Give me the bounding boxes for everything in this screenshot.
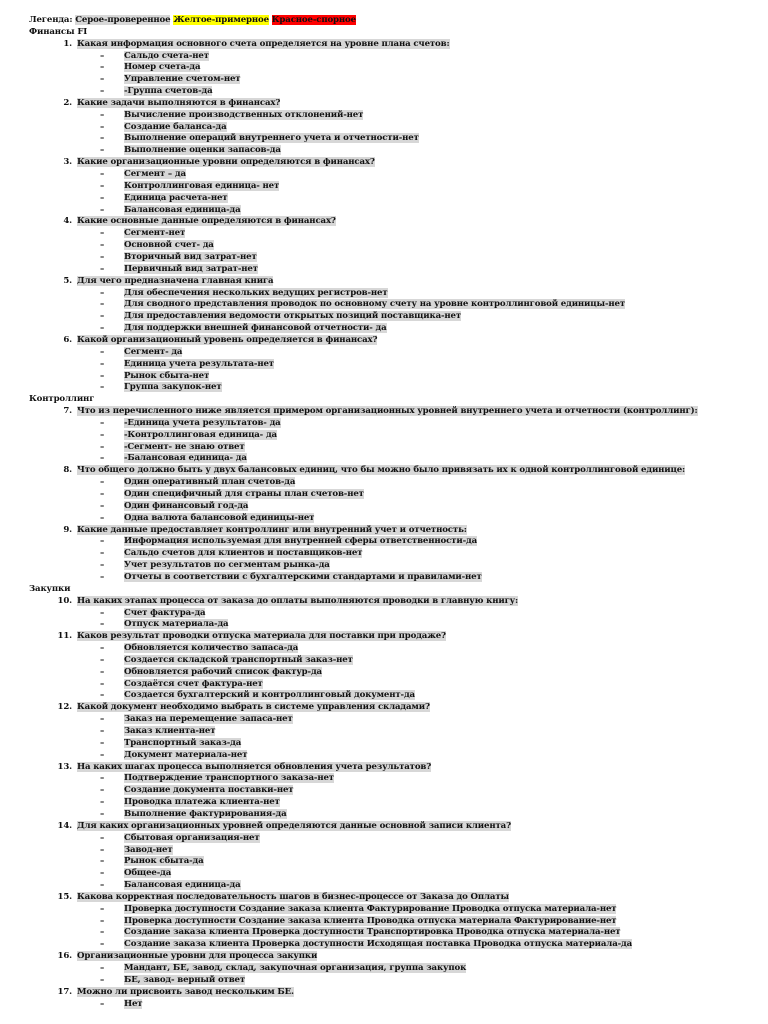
question-label: Какие организационные уровни определяются в финансах?	[77, 157, 375, 167]
answer-item	[124, 856, 204, 867]
answer-item	[124, 904, 616, 915]
bullet-dash: –	[100, 536, 105, 546]
section-heading	[29, 394, 94, 405]
bullet-dash: –	[100, 548, 105, 558]
question-label: Какие данные предоставляет контроллинг или внутренний учет и отчетность:	[77, 525, 467, 535]
answer-item	[124, 442, 245, 453]
answer-text: -Контроллинговая единица- да	[124, 430, 277, 440]
answer-item	[124, 845, 173, 856]
question-text	[77, 596, 518, 607]
bullet-dash: –	[100, 963, 105, 973]
question-number	[52, 39, 72, 50]
bullet-dash: –	[100, 311, 105, 321]
answer-item	[124, 418, 281, 429]
question-number	[52, 406, 72, 417]
bullet-dash: –	[100, 856, 105, 866]
answer-text: Рынок сбыта-нет	[124, 371, 210, 381]
answer-item	[124, 62, 200, 73]
bullet-dash: –	[100, 323, 105, 333]
bullet-dash: –	[100, 679, 105, 689]
question-number-text: 1.	[63, 39, 72, 49]
legend-row	[29, 15, 356, 26]
answer-text: Заказ на перемещение запаса-нет	[124, 714, 293, 724]
question-label: Какой документ необходимо выбрать в системе управления складами?	[77, 702, 430, 712]
bullet-dash: –	[100, 655, 105, 665]
answer-text: Обновляется количество запаса-да	[124, 643, 299, 653]
answer-item	[124, 679, 263, 690]
bullet-dash: –	[100, 288, 105, 298]
section-title: Закупки	[29, 584, 71, 594]
answer-item	[124, 110, 363, 121]
bullet-dash: –	[100, 74, 105, 84]
answer-text: Выполнение фактурирования-да	[124, 809, 287, 819]
question-label: Организационные уровни для процесса закупки	[77, 951, 318, 961]
answer-text: Сегмент- да	[124, 347, 183, 357]
answer-text: Заказ клиента-нет	[124, 726, 216, 736]
answer-item	[124, 939, 632, 950]
answer-item	[124, 536, 477, 547]
bullet-dash: –	[100, 643, 105, 653]
question-label: Какие задачи выполняются в финансах?	[77, 98, 281, 108]
question-text	[77, 216, 336, 227]
answer-item	[124, 643, 298, 654]
answer-text: Для обеспечения нескольких ведущих регистров-нет	[124, 288, 388, 298]
answer-item	[124, 726, 215, 737]
answer-item	[124, 916, 616, 927]
answer-text: Для сводного представления проводок по основному счету на уровне контроллинговой единицы-нет	[124, 299, 625, 309]
question-number-text: 12.	[57, 702, 72, 712]
bullet-dash: –	[100, 927, 105, 937]
answer-item	[124, 86, 212, 97]
bullet-dash: –	[100, 939, 105, 949]
answer-text: Сбытовая организация-нет	[124, 833, 260, 843]
question-text	[77, 335, 377, 346]
answer-item	[124, 975, 245, 986]
bullet-dash: –	[100, 833, 105, 843]
bullet-dash: –	[100, 868, 105, 878]
question-text	[77, 406, 698, 417]
answer-text: Балансовая единица-да	[124, 205, 241, 215]
answer-text: Сегмент-нет	[124, 228, 186, 238]
answer-text: -Балансовая единица- да	[124, 453, 247, 463]
bullet-dash: –	[100, 51, 105, 61]
question-number	[52, 335, 72, 346]
answer-item	[124, 347, 182, 358]
answer-text: Номер счета-да	[124, 62, 201, 72]
answer-item	[124, 489, 364, 500]
bullet-dash: –	[100, 572, 105, 582]
bullet-dash: –	[100, 110, 105, 120]
answer-text: Создание баланса-да	[124, 122, 227, 132]
answer-text: Сальдо счета-нет	[124, 51, 209, 61]
answer-item	[124, 430, 277, 441]
question-number	[52, 762, 72, 773]
answer-text: Обновляется рабочий список фактур-да	[124, 667, 322, 677]
answer-text: Один оперативный план счетов-да	[124, 477, 296, 487]
answer-text: Один специфичный для страны план счетов-нет	[124, 489, 364, 499]
bullet-dash: –	[100, 382, 105, 392]
bullet-dash: –	[100, 240, 105, 250]
bullet-dash: –	[100, 299, 105, 309]
legend-gray: Серое-проверенное	[75, 15, 171, 25]
answer-item	[124, 513, 314, 524]
bullet-dash: –	[100, 916, 105, 926]
question-number-text: 13.	[57, 762, 72, 772]
answer-item	[124, 999, 142, 1010]
answer-item	[124, 122, 227, 133]
answer-item	[124, 453, 247, 464]
answer-text: БЕ, завод- верный ответ	[124, 975, 246, 985]
bullet-dash: –	[100, 880, 105, 890]
answer-text: Контроллинговая единица- нет	[124, 181, 280, 191]
answer-item	[124, 205, 241, 216]
question-label: Для каких организационных уровней определяются данные основной записи клиента?	[77, 821, 511, 831]
question-number-text: 2.	[63, 98, 72, 108]
answer-item	[124, 785, 293, 796]
answer-text: Создание заказа клиента Проверка доступности Исходящая поставка Проводка отпуска материала-да	[124, 939, 633, 949]
answer-item	[124, 548, 362, 559]
question-number	[52, 98, 72, 109]
bullet-dash: –	[100, 489, 105, 499]
bullet-dash: –	[100, 145, 105, 155]
question-number-text: 11.	[57, 631, 72, 641]
section-title: Финансы FI	[29, 27, 88, 37]
bullet-dash: –	[100, 477, 105, 487]
question-text	[77, 157, 375, 168]
question-label: Какова корректная последовательность шагов в бизнес-процессе от Заказа до Оплаты	[77, 892, 509, 902]
bullet-dash: –	[100, 785, 105, 795]
question-number	[52, 216, 72, 227]
bullet-dash: –	[100, 975, 105, 985]
answer-text: Вычисление производственных отклонений-нет	[124, 110, 364, 120]
answer-item	[124, 382, 222, 393]
bullet-dash: –	[100, 193, 105, 203]
answer-item	[124, 572, 482, 583]
answer-text: -Единица учета результатов- да	[124, 418, 281, 428]
answer-item	[124, 371, 209, 382]
answer-item	[124, 738, 241, 749]
bullet-dash: –	[100, 264, 105, 274]
answer-item	[124, 714, 293, 725]
answer-item	[124, 240, 214, 251]
answer-item	[124, 501, 248, 512]
bullet-dash: –	[100, 904, 105, 914]
bullet-dash: –	[100, 797, 105, 807]
bullet-dash: –	[100, 809, 105, 819]
bullet-dash: –	[100, 690, 105, 700]
answer-item	[124, 477, 295, 488]
question-number	[52, 596, 72, 607]
bullet-dash: –	[100, 62, 105, 72]
answer-item	[124, 311, 461, 322]
answer-text: Создаётся счет фактура-нет	[124, 679, 263, 689]
legend-label: Легенда:	[29, 15, 73, 25]
answer-item	[124, 252, 257, 263]
question-number-text: 14.	[57, 821, 72, 831]
answer-item	[124, 133, 419, 144]
answer-text: Одна валюта балансовой единицы-нет	[124, 513, 315, 523]
bullet-dash: –	[100, 453, 105, 463]
answer-item	[124, 690, 415, 701]
answer-item	[124, 181, 279, 192]
answer-text: Вторичный вид затрат-нет	[124, 252, 257, 262]
answer-item	[124, 323, 387, 334]
bullet-dash: –	[100, 122, 105, 132]
answer-text: Выполнение операций внутреннего учета и отчетности-нет	[124, 133, 419, 143]
answer-item	[124, 619, 228, 630]
answer-item	[124, 560, 330, 571]
answer-item	[124, 750, 247, 761]
answer-item	[124, 74, 240, 85]
answer-item	[124, 299, 625, 310]
answer-text: Выполнение оценки запасов-да	[124, 145, 281, 155]
bullet-dash: –	[100, 86, 105, 96]
answer-text: Завод-нет	[124, 845, 173, 855]
bullet-dash: –	[100, 714, 105, 724]
question-number	[52, 987, 72, 998]
answer-text: Рынок сбыта-да	[124, 856, 204, 866]
answer-text: Счет фактура-да	[124, 608, 206, 618]
question-text	[77, 821, 511, 832]
answer-text: -Сегмент- не знаю ответ	[124, 442, 245, 452]
bullet-dash: –	[100, 513, 105, 523]
answer-item	[124, 359, 274, 370]
answer-item	[124, 797, 280, 808]
answer-item	[124, 228, 185, 239]
question-text	[77, 987, 294, 998]
bullet-dash: –	[100, 371, 105, 381]
section-title: Контроллинг	[29, 394, 95, 404]
question-text	[77, 465, 685, 476]
question-label: На каких этапах процесса от заказа до оплаты выполняются проводки в главную книгу:	[77, 596, 519, 606]
question-label: Какой организационный уровень определяется в финансах?	[77, 335, 378, 345]
question-label: Каков результат проводки отпуска материала для поставки при продаже?	[77, 631, 446, 641]
answer-text: Для предоставления ведомости открытых позиций поставщика-нет	[124, 311, 462, 321]
answer-text: Проверка доступности Создание заказа клиента Фактурирование Проводка отпуска материала-нет	[124, 904, 617, 914]
question-label: Какая информация основного счета определяется на уровне плана счетов:	[77, 39, 450, 49]
answer-text: Сегмент – да	[124, 169, 186, 179]
answer-item	[124, 264, 258, 275]
question-number-text: 9.	[63, 525, 72, 535]
question-number-text: 4.	[63, 216, 72, 226]
bullet-dash: –	[100, 347, 105, 357]
question-number	[52, 465, 72, 476]
question-number	[52, 892, 72, 903]
question-number	[52, 525, 72, 536]
question-text	[77, 276, 273, 287]
answer-text: Нет	[124, 999, 143, 1009]
answer-text: Первичный вид затрат-нет	[124, 264, 258, 274]
answer-text: Проверка доступности Создание заказа клиента Проводка отпуска материала Фактурирование-нет	[124, 916, 617, 926]
answer-text: Информация используемая для внутренней сферы ответственности-да	[124, 536, 477, 546]
answer-text: Управление счетом-нет	[124, 74, 241, 84]
answer-item	[124, 809, 287, 820]
question-number-text: 5.	[63, 276, 72, 286]
answer-item	[124, 868, 171, 879]
answer-text: Балансовая единица-да	[124, 880, 241, 890]
question-text	[77, 98, 280, 109]
legend-yellow: Желтое-примерное	[173, 15, 269, 25]
question-number-text: 3.	[63, 157, 72, 167]
question-text	[77, 631, 446, 642]
answer-text: Сальдо счетов для клиентов и поставщиков-нет	[124, 548, 363, 558]
answer-text: Учет результатов по сегментам рынка-да	[124, 560, 330, 570]
answer-item	[124, 667, 322, 678]
answer-text: Создание документа поставки-нет	[124, 785, 294, 795]
question-label: Для чего предназначена главная книга	[77, 276, 274, 286]
answer-text: Проводка платежа клиента-нет	[124, 797, 280, 807]
question-number	[52, 276, 72, 287]
bullet-dash: –	[100, 726, 105, 736]
bullet-dash: –	[100, 560, 105, 570]
answer-text: Создание заказа клиента Проверка доступности Транспортировка Проводка отпуска материала-нет	[124, 927, 621, 937]
answer-text: Один финансовый год-да	[124, 501, 249, 511]
bullet-dash: –	[100, 999, 105, 1009]
question-number	[52, 702, 72, 713]
question-label: Можно ли присвоить завод нескольким БЕ.	[77, 987, 294, 997]
bullet-dash: –	[100, 359, 105, 369]
bullet-dash: –	[100, 608, 105, 618]
answer-item	[124, 963, 466, 974]
answer-text: Транспортный заказ-да	[124, 738, 242, 748]
answer-item	[124, 608, 205, 619]
question-text	[77, 525, 467, 536]
question-number-text: 16.	[57, 951, 72, 961]
section-heading	[29, 27, 87, 38]
question-number-text: 7.	[63, 406, 72, 416]
bullet-dash: –	[100, 773, 105, 783]
bullet-dash: –	[100, 205, 105, 215]
question-text	[77, 702, 430, 713]
answer-text: Мандант, БЕ, завод, склад, закупочная организация, группа закупок	[124, 963, 467, 973]
answer-item	[124, 51, 209, 62]
answer-text: Единица учета результата-нет	[124, 359, 274, 369]
bullet-dash: –	[100, 501, 105, 511]
question-number	[52, 631, 72, 642]
answer-item	[124, 288, 388, 299]
answer-text: Единица расчета-нет	[124, 193, 228, 203]
question-number	[52, 951, 72, 962]
question-number-text: 10.	[57, 596, 72, 606]
answer-text: Отпуск материала-да	[124, 619, 229, 629]
question-number-text: 6.	[63, 335, 72, 345]
answer-item	[124, 880, 241, 891]
bullet-dash: –	[100, 228, 105, 238]
question-label: Какие основные данные определяются в финансах?	[77, 216, 336, 226]
answer-text: Создается складской транспортный заказ-нет	[124, 655, 353, 665]
answer-item	[124, 169, 186, 180]
answer-text: Основной счет- да	[124, 240, 214, 250]
answer-text: Документ материала-нет	[124, 750, 248, 760]
question-number-text: 17.	[57, 987, 72, 997]
bullet-dash: –	[100, 667, 105, 677]
question-text	[77, 892, 509, 903]
answer-item	[124, 833, 260, 844]
question-number-text: 8.	[63, 465, 72, 475]
question-number-text: 15.	[57, 892, 72, 902]
bullet-dash: –	[100, 418, 105, 428]
bullet-dash: –	[100, 181, 105, 191]
answer-text: Подтверждение транспортного заказа-нет	[124, 773, 334, 783]
answer-text: Отчеты в соответствии с бухгалтерскими стандартами и правилами-нет	[124, 572, 482, 582]
bullet-dash: –	[100, 252, 105, 262]
question-text	[77, 762, 431, 773]
answer-text: -Группа счетов-да	[124, 86, 213, 96]
question-label: Что общего должно быть у двух балансовых единиц, что бы можно было привязать их к одной контроллинговой единице:	[77, 465, 686, 475]
answer-item	[124, 773, 334, 784]
bullet-dash: –	[100, 738, 105, 748]
bullet-dash: –	[100, 442, 105, 452]
section-heading	[29, 584, 70, 595]
answer-item	[124, 145, 281, 156]
question-text	[77, 951, 317, 962]
bullet-dash: –	[100, 430, 105, 440]
answer-text: Общее-да	[124, 868, 172, 878]
question-number	[52, 157, 72, 168]
answer-text: Для поддержки внешней финансовой отчетности- да	[124, 323, 387, 333]
question-number	[52, 821, 72, 832]
question-label: Что из перечисленного ниже является примером организационных уровней внутреннего учета и отчетности (контроллинг):	[77, 406, 698, 416]
bullet-dash: –	[100, 845, 105, 855]
bullet-dash: –	[100, 133, 105, 143]
question-label: На каких шагах процесса выполняется обновления учета результатов?	[77, 762, 432, 772]
answer-text: Группа закупок-нет	[124, 382, 222, 392]
answer-item	[124, 655, 353, 666]
bullet-dash: –	[100, 619, 105, 629]
bullet-dash: –	[100, 169, 105, 179]
answer-text: Создается бухгалтерский и контроллинговый документ-да	[124, 690, 415, 700]
bullet-dash: –	[100, 750, 105, 760]
legend-red: Красное-спорное	[271, 15, 356, 25]
answer-item	[124, 927, 620, 938]
answer-item	[124, 193, 228, 204]
question-text	[77, 39, 450, 50]
